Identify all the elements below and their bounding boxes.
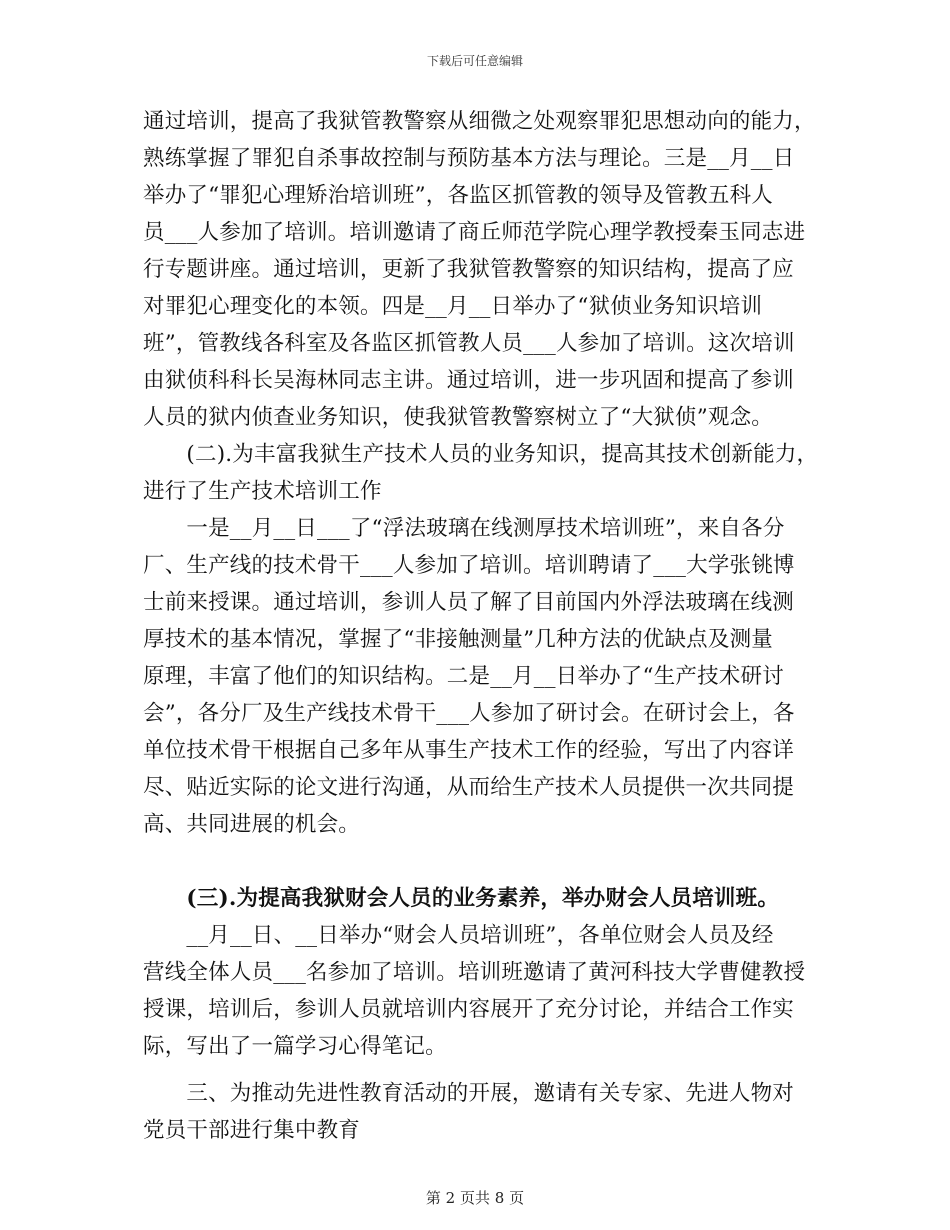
text-line: [143, 843, 818, 880]
text-line: 员___人参加了培训。培训邀请了商丘师范学院心理学教授秦玉同志进: [143, 220, 806, 245]
text-line: 单位技术骨干根据自己多年从事生产技术工作的经验，写出了内容详: [143, 738, 795, 763]
text-line: 际，写出了一篇学习心得笔记。: [143, 1034, 447, 1059]
text-line: 由狱侦科科长吴海林同志主讲。通过培训，进一步巩固和提高了参训: [143, 368, 795, 393]
text-line: (三).为提高我狱财会人员的业务素养，举办财会人员培训班。: [143, 886, 780, 911]
paragraph: [143, 917, 818, 1065]
text-line: 授课，培训后，参训人员就培训内容展开了充分讨论，并结合工作实: [143, 997, 795, 1022]
text-line: 人员的狱内侦查业务知识，使我狱管教警察树立了“大狱侦”观念。: [143, 405, 773, 430]
text-line: 一是__月__日___了“浮法玻璃在线测厚技术培训班”，来自各分: [143, 516, 785, 541]
section-heading-2: [143, 436, 818, 510]
text-line: 高、共同进展的机会。: [143, 812, 361, 837]
text-line: 行专题讲座。通过培训，更新了我狱管教警察的知识结构，提高了应: [143, 257, 795, 282]
text-line: 士前来授课。通过培训，参训人员了解了目前国内外浮法玻璃在线测: [143, 590, 795, 615]
text-line: 通过培训，提高了我狱管教警察从细微之处观察罪犯思想动向的能力，: [143, 109, 816, 134]
paragraph: [143, 103, 818, 436]
text-line: 熟练掌握了罪犯自杀事故控制与预防基本方法与理论。三是__月__日: [143, 146, 795, 171]
page-footer: 第 2 页共 8 页: [425, 1189, 525, 1207]
text-line: 对罪犯心理变化的本领。四是__月__日举办了“狱侦业务知识培训: [143, 294, 763, 319]
page-header: 下载后可任意编辑: [426, 54, 523, 68]
text-line: 尽、贴近实际的论文进行沟通，从而给生产技术人员提供一次共同提: [143, 775, 795, 800]
section-heading-main: [143, 1075, 818, 1149]
text-line: 举办了“罪犯心理矫治培训班”，各监区抓管教的领导及管教五科人: [143, 183, 773, 208]
paragraph: [143, 510, 818, 880]
text-line: 进行了生产技术培训工作: [143, 479, 382, 504]
text-line: 党员干部进行集中教育: [143, 1118, 361, 1143]
text-line: 原理，丰富了他们的知识结构。二是__月__日举办了“生产技术研讨: [143, 664, 784, 689]
text-line: 营线全体人员___名参加了培训。培训班邀请了黄河科技大学曹健教授: [143, 960, 806, 985]
document-body: [143, 103, 818, 1149]
text-line: 班”，管教线各科室及各监区抓管教人员___人参加了培训。这次培训: [143, 331, 795, 356]
paragraph-gap: [143, 1065, 818, 1075]
text-line: __月__日、__日举办“财会人员培训班”，各单位财会人员及经: [143, 923, 774, 948]
text-line: 会”，各分厂及生产线技术骨干___人参加了研讨会。在研讨会上，各: [143, 701, 795, 726]
text-line: (二).为丰富我狱生产技术人员的业务知识，提高其技术创新能力，: [143, 442, 819, 467]
text-line: 三、为推动先进性教育活动的开展，邀请有关专家、先进人物对: [143, 1081, 795, 1106]
section-heading-3: [143, 880, 818, 917]
text-line: 厚技术的基本情况，掌握了“非接触测量”几种方法的优缺点及测量: [143, 627, 773, 652]
text-line: 厂、生产线的技术骨干___人参加了培训。培训聘请了___大学张铫博: [143, 553, 795, 578]
